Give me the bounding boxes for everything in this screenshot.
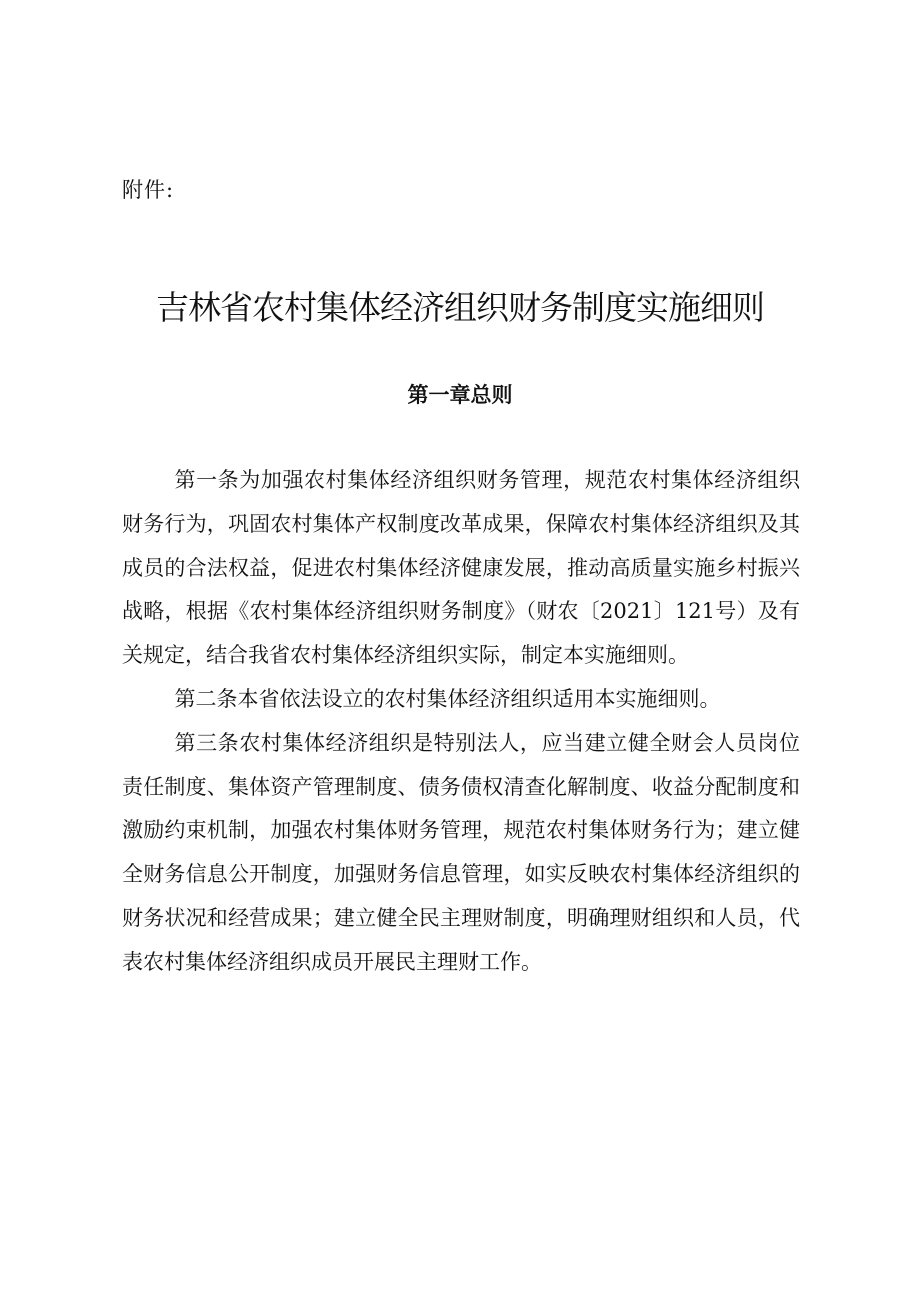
attachment-label: 附件:	[122, 178, 175, 202]
article-2-paragraph: 第二条本省依法设立的农村集体经济组织适用本实施细则。	[174, 686, 721, 711]
article-1-paragraph: 第一条为加强农村集体经济组织财务管理，规范农村集体经济组织财务行为，巩固农村集体产权制度改革成果，保障农村集体经济组织及其成员的合法权益，促进农村集体经济健康发展，推动高质量实施乡村振兴战略，根据《农村集体经济组织财务制度》（财农〔2021〕121号）及有关规定，结合我省农村集体经济组织实际，制定本实施细则。	[122, 468, 800, 668]
chapter-heading: 第一章总则	[407, 383, 513, 407]
document-title: 吉林省农村集体经济组织财务制度实施细则	[156, 288, 764, 327]
article-3-paragraph: 第三条农村集体经济组织是特别法人，应当建立健全财会人员岗位责任制度、集体资产管理制度、债务债权清查化解制度、收益分配制度和激励约束机制，加强农村集体财务管理，规范农村集体财务行为；建立健全财务信息公开制度，加强财务信息管理，如实反映农村集体经济组织的财务状况和经营成果；建立健全民主理财制度，明确理财组织和人员，代表农村集体经济组织成员开展民主理财工作。	[122, 730, 800, 974]
document-body	[122, 459, 800, 985]
